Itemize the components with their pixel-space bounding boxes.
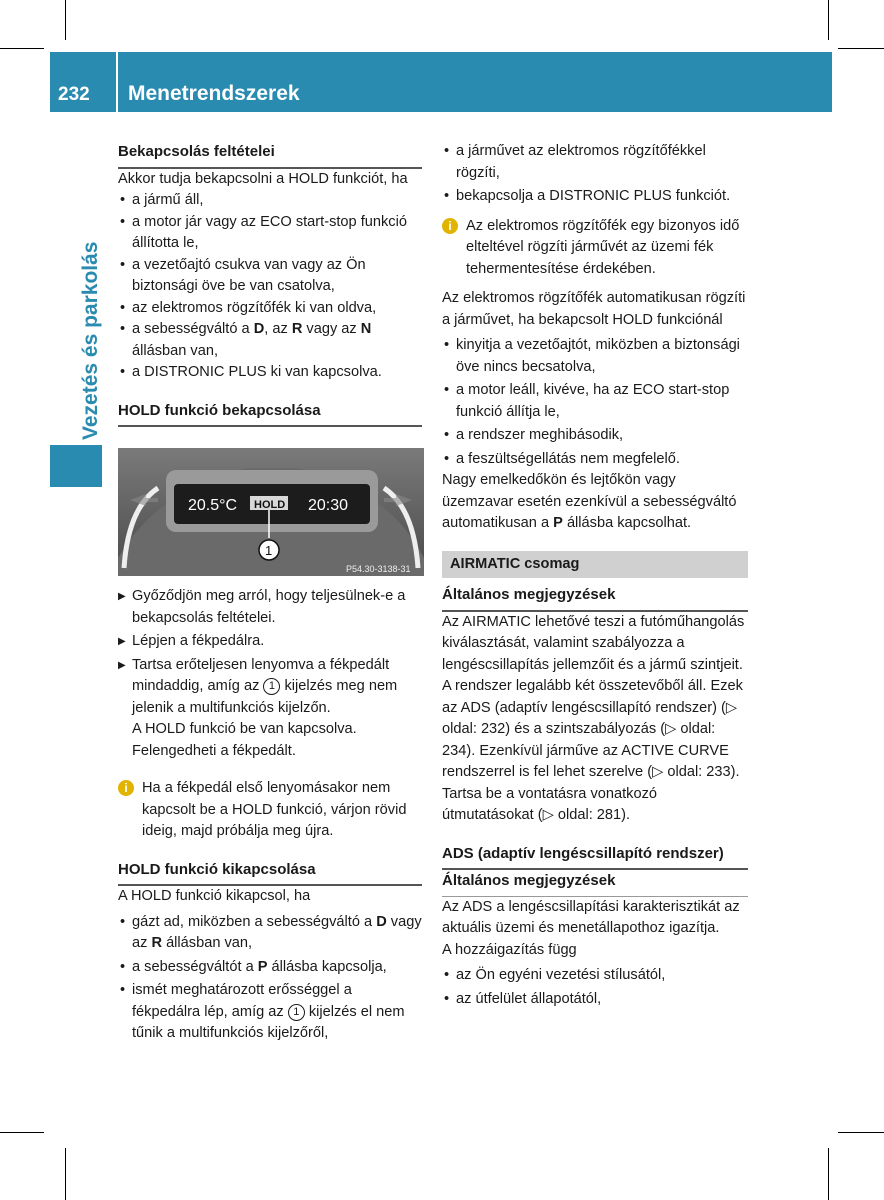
page-number: 232 xyxy=(58,84,90,105)
crop-mark xyxy=(828,0,829,40)
list-item: • kinyitja a vezetőajtót, miközben a biztonsági öve nincs becsatolva, xyxy=(442,335,748,378)
dashboard-illustration xyxy=(118,448,424,576)
left-column-bottom xyxy=(118,586,422,1045)
list-item: • a sebességváltót a P állásba kapcsolja, xyxy=(118,957,422,979)
info-note: i Az elektromos rögzítőfék egy bizonyos idő elteltével rögzíti járművét az üzemi fék tehermentesítése érdekében. xyxy=(442,216,748,281)
hold-display-figure xyxy=(118,448,424,576)
step-item: ▶ Győződjön meg arról, hogy teljesülnek-e a bekapcsolás feltételei. xyxy=(118,586,422,629)
crop-mark xyxy=(0,48,44,49)
info-icon: i xyxy=(442,218,458,234)
info-icon: i xyxy=(118,780,134,796)
list-item: • a motor jár vagy az ECO start-stop funkció állította le, xyxy=(118,212,422,255)
step-item: ▶ Tartsa erőteljesen lenyomva a fékpedált mindaddig, amíg az 1 kijelzés meg nem jelenik a multifunkciós kijelzőn. A HOLD funkció be van kapcsolva. Felengedheti a fékpedált. xyxy=(118,655,422,763)
step-item: ▶ Lépjen a fékpedálra. xyxy=(118,631,422,653)
section-title: ADS (adaptív lengéscsillapító rendszer) xyxy=(442,843,748,871)
crop-mark xyxy=(838,48,884,49)
section-title: HOLD funkció kikapcsolása xyxy=(118,859,422,887)
list-item: • az elektromos rögzítőfék ki van oldva, xyxy=(118,298,422,320)
list-item: • a járművet az elektromos rögzítőfékkel rögzíti, xyxy=(442,141,748,184)
paragraph: Akkor tudja bekapcsolni a HOLD funkciót, ha xyxy=(118,170,408,187)
left-column-top xyxy=(118,141,422,427)
crop-mark xyxy=(0,1132,44,1133)
crop-mark xyxy=(65,1148,66,1200)
paragraph: Az elektromos rögzítőfék automatikusan rögzíti a járművet, ha bekapcsolt HOLD funkciónál xyxy=(442,290,746,328)
crop-mark xyxy=(65,0,66,40)
list-item: • a feszültségellátás nem megfelelő. xyxy=(442,449,748,471)
list-item: • ismét meghatározott erősséggel a fékpedálra lép, amíg az 1 kijelzés el nem tűnik a multifunkciós kijelzőről, xyxy=(118,980,422,1045)
side-tab-bar xyxy=(50,445,102,487)
side-tab-label: Vezetés és parkolás xyxy=(79,241,102,440)
hold-indicator: HOLD xyxy=(254,499,286,511)
list-item: • a jármű áll, xyxy=(118,190,422,212)
time-readout: 20:30 xyxy=(308,497,349,514)
list-item: • a motor leáll, kivéve, ha az ECO start-stop funkció állítja le, xyxy=(442,380,748,423)
paragraph: A hozzáigazítás függ xyxy=(442,941,577,958)
list-item: • a rendszer meghibásodik, xyxy=(442,425,748,447)
paragraph: Tartsa be a vontatásra vonatkozó útmutatásokat (▷ oldal: 281). xyxy=(442,785,657,823)
list-item: • bekapcsolja a DISTRONIC PLUS funkciót. xyxy=(442,186,748,208)
info-note: i Ha a fékpedál első lenyomásakor nem kapcsolt be a HOLD funkció, várjon rövid ideig, majd próbálja meg újra. xyxy=(118,778,422,843)
figure-code: P54.30-3138-31 xyxy=(346,564,411,574)
crop-mark xyxy=(838,1132,884,1133)
section-banner: AIRMATIC csomag xyxy=(442,551,748,579)
crop-mark xyxy=(828,1148,829,1200)
list-item: • a vezetőajtó csukva van vagy az Ön biztonsági öve be van csatolva, xyxy=(118,255,422,298)
right-column xyxy=(442,141,748,1010)
section-title: Bekapcsolás feltételei xyxy=(118,141,422,169)
paragraph: Nagy emelkedőkön és lejtőkön vagy üzemzavar esetén ezenkívül a sebességváltó automatikusan a P állásba kapcsolhat. xyxy=(442,472,737,531)
list-item: • az Ön egyéni vezetési stílusától, xyxy=(442,965,748,987)
callout-ref: 1 xyxy=(263,678,280,695)
chapter-title: Menetrendszerek xyxy=(128,82,300,105)
paragraph: Az AIRMATIC lehetővé teszi a futóműhangolás kiválasztását, valamint szabályozza a lengéscsillapítás jellemzőit és a jármű szintjeit. A rendszer legalább két összetevőből áll. Ezek az ADS (adaptív lengéscsillapító rendszer) (▷ oldal: 232) és a szintszabályozás (▷ oldal: 234). Ezenkívül járműve az ACTIVE CURVE rendszerrel is fel lehet szerelve (▷ oldal: 233). xyxy=(442,613,745,780)
list-item: • a DISTRONIC PLUS ki van kapcsolva. xyxy=(118,362,422,384)
list-item: • a sebességváltó a D, az R vagy az N állásban van, xyxy=(118,319,422,362)
paragraph: Az ADS a lengéscsillapítási karakterisztikát az aktuális üzemi és menetállapothoz igazítja. xyxy=(442,898,740,936)
section-title: Általános megjegyzések xyxy=(442,584,748,612)
callout-ref: 1 xyxy=(288,1004,305,1021)
section-title: HOLD funkció bekapcsolása xyxy=(118,400,422,428)
temperature-readout: 20.5°C xyxy=(188,497,238,514)
callout-number: 1 xyxy=(265,543,273,558)
list-item: • az útfelület állapotától, xyxy=(442,989,748,1011)
section-title: Általános megjegyzések xyxy=(442,870,748,897)
list-item: • gázt ad, miközben a sebességváltó a D vagy az R állásban van, xyxy=(118,912,422,955)
paragraph: A HOLD funkció kikapcsol, ha xyxy=(118,888,311,904)
